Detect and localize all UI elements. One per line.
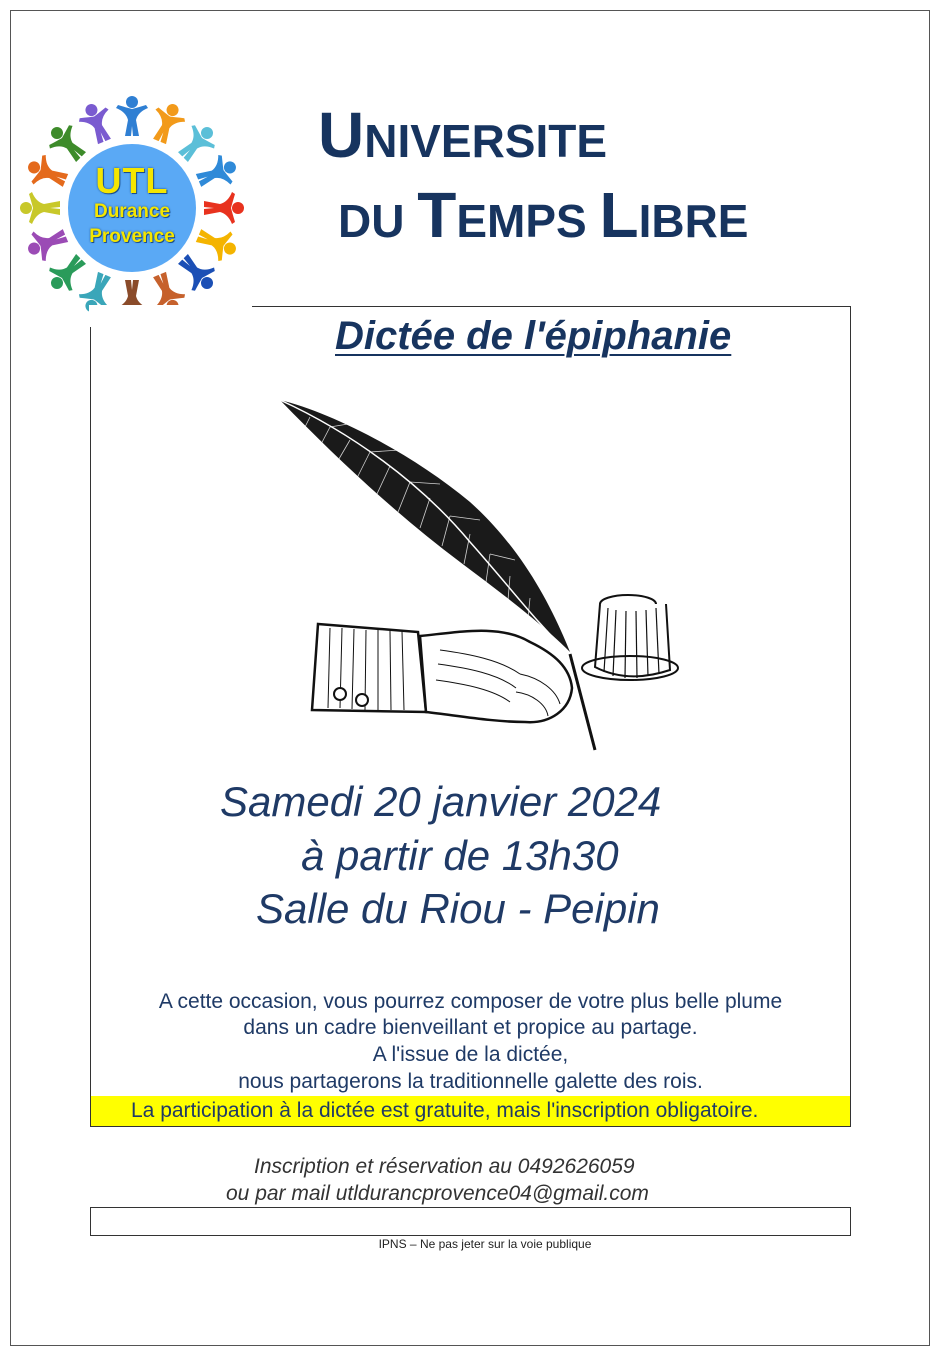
title-word: NIVERSITE <box>364 115 608 167</box>
event-time: à partir de 13h30 <box>301 832 619 879</box>
hand-icon <box>312 624 572 722</box>
description-line-2: dans un cadre bienveillant et propice au partage. <box>243 1016 698 1039</box>
event-date: Samedi 20 janvier 2024 <box>220 778 662 825</box>
event-place: Salle du Riou - Peipin <box>256 885 660 932</box>
logo-utl-text: UTL <box>95 160 169 201</box>
utl-logo <box>12 88 252 328</box>
logo-provence-text: Provence <box>89 226 175 247</box>
feather-icon <box>280 400 570 654</box>
title-word: IBRE <box>638 195 749 247</box>
title-cap: T <box>417 179 457 251</box>
person-figure-icon <box>41 248 92 299</box>
inkwell-icon <box>582 595 678 680</box>
title-line-2 <box>338 178 748 252</box>
title-cap: U <box>318 99 365 171</box>
description-line-3: A l'issue de la dictée, <box>372 1043 569 1066</box>
contact-phone: Inscription et réservation au 0492626059 <box>254 1155 635 1178</box>
event-subtitle: Dictée de l'épiphanie <box>335 314 732 358</box>
person-figure-icon <box>74 98 119 147</box>
contact-email: ou par mail utldurancprovence04@gmail.com <box>226 1182 649 1205</box>
person-figure-icon <box>172 248 223 299</box>
person-figure-icon <box>145 98 190 147</box>
description-line-4: nous partagerons la traditionnelle galette des rois. <box>238 1070 703 1093</box>
registration-highlight: La participation à la dictée est gratuite, mais l'inscription obligatoire. <box>91 1096 850 1126</box>
quill-hand-inkwell-icon <box>270 392 690 762</box>
empty-box <box>90 1207 851 1236</box>
person-figure-icon <box>116 96 148 136</box>
footer-note: IPNS – Ne pas jeter sur la voie publique <box>378 1237 592 1251</box>
description-line-1: A cette occasion, vous pourrez composer de votre plus belle plume <box>158 990 783 1013</box>
logo-durance-text: Durance <box>93 201 171 222</box>
title-line-1 <box>318 98 607 172</box>
frame-logo-overlap <box>89 305 252 327</box>
title-word: EMPS <box>456 195 600 247</box>
title-cap: L <box>599 179 639 251</box>
title-word: DU <box>338 195 418 247</box>
